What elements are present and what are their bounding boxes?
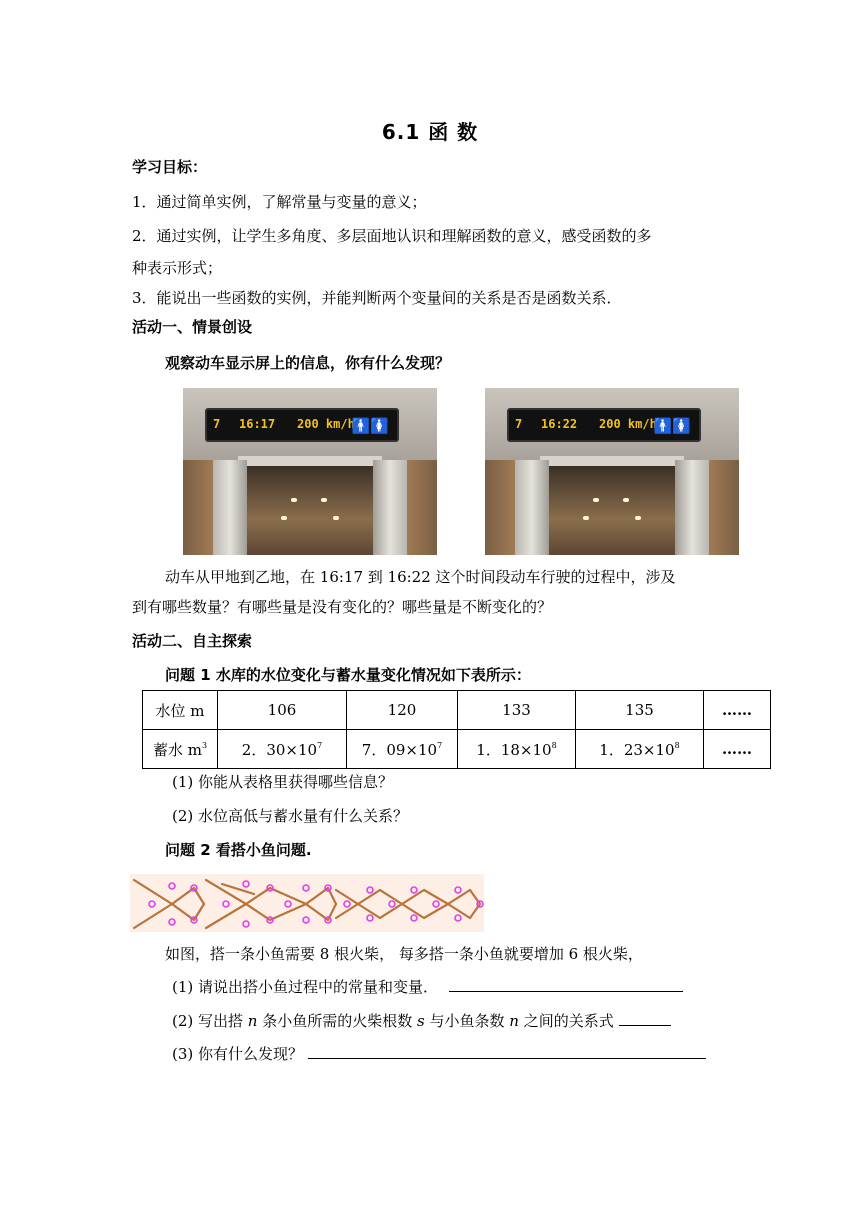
objective-3: 3．能说出一些函数的实例，并能判断两个变量间的关系是否是函数关系． (132, 289, 622, 307)
objective-2-line2: 种表示形式； (132, 259, 223, 277)
question-1-sub-1: (1) 你能从表格里获得哪些信息？ (172, 773, 394, 791)
question-2-sub-3-text: (3) 你有什么发现？ (172, 1045, 304, 1063)
text: (2) 写出搭 (172, 1012, 248, 1030)
text: 之间的关系式 (518, 1012, 614, 1030)
table-header-level: 水位 m (143, 691, 218, 730)
train-display-2 (507, 408, 701, 442)
table-cell (347, 730, 458, 769)
answer-blank-2[interactable] (619, 1011, 671, 1026)
storage-exponent: 7 (437, 740, 443, 750)
table-header-storage (143, 730, 218, 769)
question-2-text: 如图，搭一条小鱼需要 8 根火柴， 每多搭一条小鱼就要增加 6 根火柴， (165, 945, 643, 963)
var-n: n (247, 1012, 258, 1030)
table-cell-ellipsis: …… (704, 691, 771, 730)
storage-value: 7．09×10 (361, 740, 438, 759)
table-cell: 120 (347, 691, 458, 730)
matchstick-fish-figure (130, 874, 484, 932)
question-2-sub-3 (172, 1043, 706, 1064)
table-cell: 133 (458, 691, 576, 730)
question-2-sub-1-text: (1) 请说出搭小鱼过程中的常量和变量． (172, 978, 439, 996)
matchstick-fish-svg (130, 874, 484, 932)
text: 与小鱼条数 (424, 1012, 510, 1030)
answer-blank-3[interactable] (308, 1044, 706, 1059)
table-row (143, 730, 771, 769)
display-car-number: 7 (515, 417, 523, 431)
train-photo-1 (183, 388, 437, 555)
answer-blank-1[interactable] (449, 977, 683, 992)
table-cell: 135 (576, 691, 704, 730)
activity1-heading: 活动一、情景创设 (132, 318, 253, 336)
page-title: 6.1 函 数 (381, 120, 479, 144)
train-photo-2 (485, 388, 739, 555)
reservoir-table (142, 690, 771, 769)
activity1-prompt: 观察动车显示屏上的信息，你有什么发现？ (165, 354, 451, 372)
activity1-paragraph-line1: 动车从甲地到乙地，在 16:17 到 16:22 这个时间段动车行驶的过程中，涉及 (165, 568, 676, 586)
table-cell (458, 730, 576, 769)
storage-label: 蓄水 m (152, 740, 202, 759)
text: 条小鱼所需的火柴根数 (257, 1012, 418, 1030)
table-cell: 106 (218, 691, 347, 730)
restroom-icon: 🚹🚺 (653, 417, 691, 435)
table-cell (218, 730, 347, 769)
var-n: n (509, 1012, 519, 1030)
objectives-heading: 学习目标： (132, 158, 208, 176)
storage-value: 2．30×10 (241, 740, 318, 759)
storage-exponent: 7 (317, 740, 323, 750)
var-s: s (417, 1012, 425, 1030)
display-car-number: 7 (213, 417, 221, 431)
table-cell (576, 730, 704, 769)
objective-1: 1．通过简单实例，了解常量与变量的意义； (132, 193, 427, 211)
question-2-sub-2 (172, 1010, 671, 1031)
storage-value: 1．18×10 (476, 740, 552, 759)
storage-value: 1．23×10 (599, 740, 675, 759)
table-row (143, 691, 771, 730)
display-speed: 200 km/h (297, 417, 355, 431)
display-time: 16:22 (541, 417, 578, 431)
table-cell-ellipsis: …… (704, 730, 771, 769)
storage-exponent: 8 (674, 740, 680, 750)
question-1-sub-2: (2) 水位高低与蓄水量有什么关系？ (172, 807, 409, 825)
storage-label-unit-exp: 3 (201, 740, 208, 750)
question-2: 问题 2 看搭小鱼问题. (165, 841, 312, 859)
restroom-icon: 🚹🚺 (351, 417, 389, 435)
display-time: 16:17 (239, 417, 276, 431)
objective-2-line1: 2．通过实例，让学生多角度、多层面地认识和理解函数的意义，感受函数的多 (132, 227, 652, 245)
activity1-paragraph-line2: 到有哪些数量？有哪些量是没有变化的？哪些量是不断变化的？ (132, 598, 553, 616)
question-1: 问题 1 水库的水位变化与蓄水量变化情况如下表所示： (165, 666, 531, 684)
train-display-1 (205, 408, 399, 442)
question-2-sub-1 (172, 976, 683, 997)
display-speed: 200 km/h (599, 417, 657, 431)
storage-exponent: 8 (551, 740, 557, 750)
activity2-heading: 活动二、自主探索 (132, 632, 253, 650)
